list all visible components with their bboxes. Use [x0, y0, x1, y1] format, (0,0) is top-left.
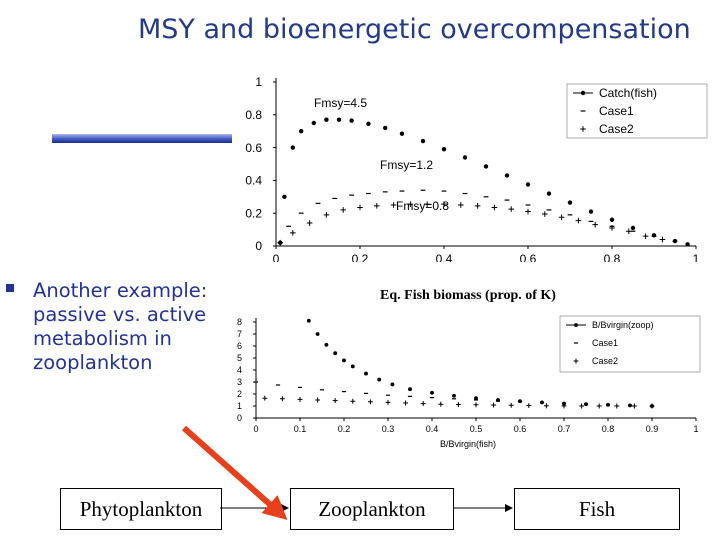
- phytoplankton-box: Phytoplankton: [60, 488, 222, 530]
- y-tick-label: 0: [236, 413, 242, 424]
- fish-box: Fish: [514, 488, 680, 530]
- x-tick-label: 0.2: [351, 252, 369, 262]
- x-tick-label: 1: [693, 424, 699, 434]
- y-tick-label: 0.2: [245, 206, 262, 221]
- annotation-label: Fmsy=1.2: [380, 158, 434, 172]
- y-tick-label: 6: [236, 341, 242, 352]
- x-tick-label: 0: [272, 252, 280, 262]
- x-tick-label: 0.1: [293, 424, 307, 434]
- y-tick-label: 2: [236, 389, 242, 400]
- y-tick-label: 0.6: [245, 140, 262, 155]
- legend-label: Catch(fish): [599, 86, 658, 101]
- y-tick-label: 5: [236, 353, 242, 364]
- legend-label: Case2: [599, 122, 634, 137]
- y-tick-label: 7: [236, 329, 242, 340]
- legend-label: Case1: [599, 104, 634, 119]
- y-tick-label: 3: [236, 377, 242, 388]
- slide-title: MSY and bioenergetic overcompensation: [138, 14, 691, 45]
- annotation-label: Fmsy=4.5: [314, 96, 368, 110]
- x-tick-label: 0.5: [469, 424, 483, 434]
- y-tick-label: 4: [236, 365, 242, 376]
- x-tick-label: 0.4: [435, 252, 453, 262]
- y-tick-label: 0: [255, 239, 262, 254]
- x-tick-label: 0.8: [601, 424, 615, 434]
- y-tick-label: 1: [236, 401, 242, 412]
- x-tick-label: 1: [692, 252, 700, 262]
- legend-label: B/Bvirgin(zoop): [592, 320, 654, 331]
- x-tick-label: 0.9: [645, 424, 659, 434]
- x-tick-label: 0: [253, 424, 259, 434]
- y-tick-label: 1: [255, 75, 262, 90]
- catch-chart-x-axis-label: Eq. Fish biomass (prop. of K): [303, 284, 633, 308]
- annotation-label: Fmsy=0.8: [396, 199, 450, 213]
- x-tick-label: 0.8: [603, 252, 621, 262]
- x-tick-label: 0.6: [519, 252, 537, 262]
- zooplankton-box: Zooplankton: [290, 488, 454, 530]
- x-tick-label: 0.3: [381, 424, 395, 434]
- x-tick-label: 0.4: [425, 424, 439, 434]
- y-tick-label: 0.8: [245, 108, 262, 122]
- y-tick-label: 8: [236, 317, 242, 328]
- x-tick-label: 0.7: [557, 424, 571, 434]
- highlight-arrow: [184, 428, 283, 516]
- bullet-text: Another example: passive vs. active metabolism in zooplankton: [33, 279, 208, 374]
- legend-label: Case1: [592, 338, 619, 349]
- x-tick-label: 0.2: [337, 424, 351, 434]
- legend-label: Case2: [592, 356, 619, 367]
- x-tick-label: 0.6: [513, 424, 527, 434]
- y-tick-label: 0.4: [245, 173, 262, 188]
- x-axis-label: B/Bvirgin(fish): [439, 439, 497, 449]
